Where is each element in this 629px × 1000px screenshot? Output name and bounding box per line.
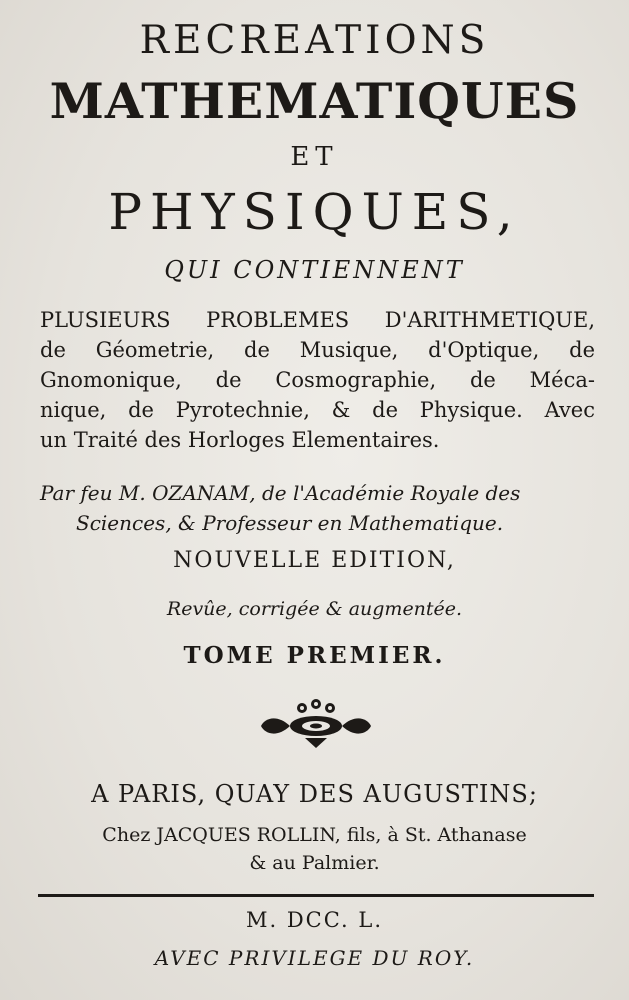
description-line: Gnomonique, de Cosmographie, de Méca-	[40, 368, 595, 392]
title-et: ET	[290, 142, 339, 172]
description-line: de Géometrie, de Musique, d'Optique, de	[40, 338, 595, 362]
description-line: nique, de Pyrotechnie, & de Physique. Avec	[40, 398, 595, 422]
edition-label: NOUVELLE EDITION,	[173, 548, 456, 573]
title-qui-contiennent: QUI CONTIENNENT	[164, 256, 465, 284]
imprint-place: A PARIS, QUAY DES AUGUSTINS;	[91, 780, 538, 808]
description-line: un Traité des Horloges Elementaires.	[40, 428, 440, 452]
edition-note: Revûe, corrigée & augmentée.	[166, 598, 463, 620]
divider-rule	[38, 894, 594, 897]
author-line-1: Par feu M. OZANAM, de l'Académie Royale des	[40, 481, 521, 505]
description-block	[40, 305, 595, 455]
title-mathematiques: MATHEMATIQUES	[49, 72, 580, 130]
description-line: PLUSIEURS PROBLEMES D'ARITHMETIQUE,	[40, 308, 595, 332]
title-recreations: RECREATIONS	[139, 18, 490, 63]
imprint-publisher-line-1: Chez JACQUES ROLLIN, fils, à St. Athanase	[102, 824, 527, 846]
volume-label: TOME PREMIER.	[183, 642, 446, 669]
imprint-privilege: AVEC PRIVILEGE DU ROY.	[154, 946, 475, 970]
imprint-publisher-line-2: & au Palmier.	[249, 852, 380, 874]
title-physiques: PHYSIQUES,	[108, 183, 521, 241]
printer-ornament-icon	[257, 696, 375, 750]
imprint-date: M. DCC. L.	[245, 908, 384, 932]
author-block	[40, 478, 595, 538]
author-line-2: Sciences, & Professeur en Mathematique.	[76, 511, 504, 535]
